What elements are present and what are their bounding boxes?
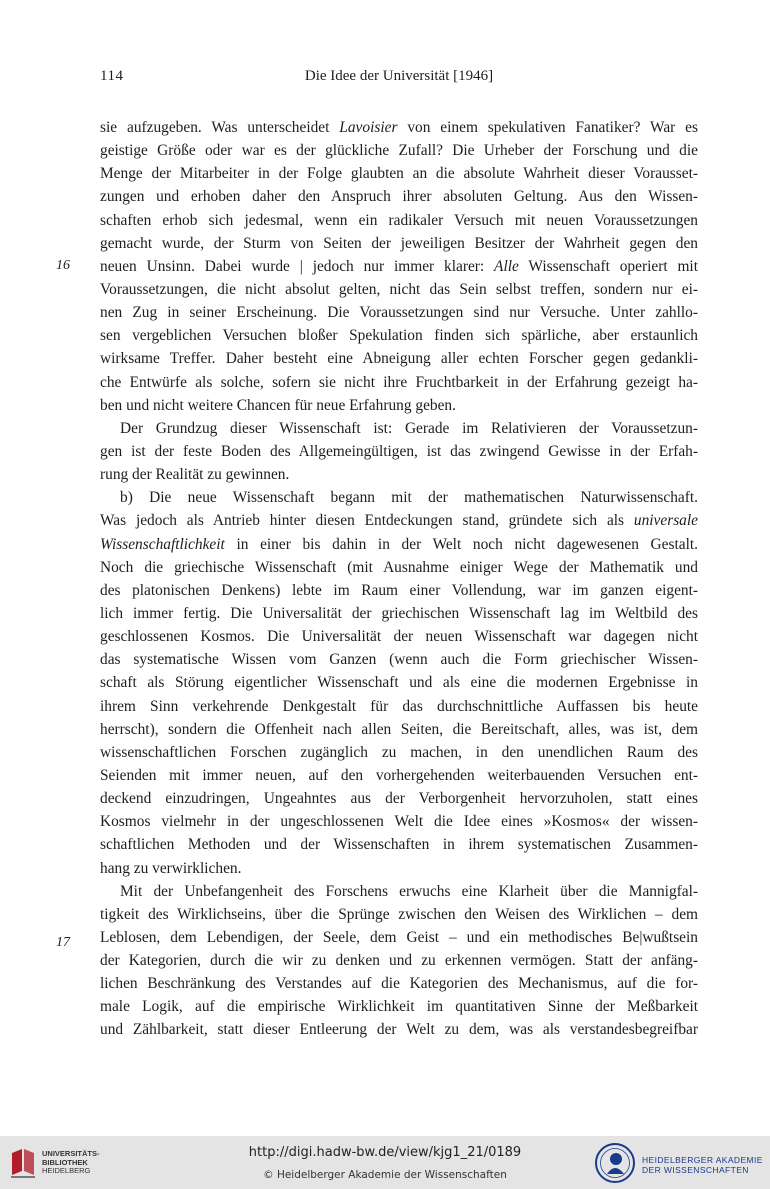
text-line	[100, 278, 698, 301]
text-segment: ben und nicht weitere Chancen für neue Erfahrung geben.	[100, 396, 456, 414]
margin-page-ref: 17	[56, 935, 70, 950]
text-line	[100, 810, 698, 833]
body-text	[100, 116, 698, 1042]
text-line	[100, 695, 698, 718]
text-segment: lich immer fertig. Die Universalität der griechischen Wissenschaft lag im Weltbild des	[100, 604, 698, 622]
academy-seal-icon	[594, 1142, 636, 1184]
text-segment: Seienden mit immer neuen, auf den vorhergehenden weiterbauenden Versuchen ent-	[100, 766, 698, 784]
library-name: UNIVERSITÄTS- BIBLIOTHEK HEIDELBERG	[42, 1149, 100, 1175]
text-segment: schaften erhob sich jedesmal, wenn ein radikaler Versuch mit neuen Voraussetzungen	[100, 211, 698, 229]
text-segment: Noch die griechische Wissenschaft (mit Ausnahme einiger Wege der Mathematik und	[100, 558, 698, 576]
source-url-link[interactable]: http://digi.hadw-bw.de/view/kjg1_21/0189	[248, 1145, 522, 1160]
emphasis-text: universale	[633, 512, 698, 530]
text-segment: hang zu verwirklichen.	[100, 859, 242, 877]
text-line	[100, 301, 698, 324]
text-line	[100, 371, 698, 394]
text-line	[100, 648, 698, 671]
text-line	[100, 139, 698, 162]
text-segment: Voraussetzungen, die nicht absolut gelten, nicht das Sein selbst treffen, sondern nur ei-	[100, 280, 698, 298]
text-segment: schaftlichen Methoden und der Wissenschaften in ihrem systematischen Zusammen-	[100, 836, 698, 854]
emphasis-text: Lavoisier	[339, 119, 398, 136]
text-segment: rung der Realität zu gewinnen.	[100, 466, 290, 484]
text-segment: zungen und erhoben daher den Anspruch ihrer absoluten Geltung. Aus den Wissen-	[100, 188, 698, 206]
text-segment: gen ist der feste Boden des Allgemeingültigen, ist das zwingend Gewisse in der Erfah-	[100, 442, 698, 460]
text-segment: wissenschaftlichen Forschen zugänglich zu machen, in den unendlichen Raum des	[100, 743, 698, 761]
text-segment: schaft als Störung eigentlicher Wissenschaft und als eine die modernen Ergebnisse in	[100, 674, 698, 692]
emphasis-text: Alle	[494, 257, 519, 275]
text-segment: Mit der Unbefangenheit des Forschens erwuchs eine Klarheit über die Mannigfal-	[120, 882, 698, 900]
text-segment: che Entwürfe als solche, sofern sie nicht ihre Fruchtbarkeit in der Erfahrung gezeigt ha-	[100, 373, 698, 391]
text-segment: ihrem Sinn verkehrende Denkgestalt für das durchschnittliche Auffassen bis heute	[100, 697, 698, 715]
text-segment: deckend einzudringen, Ungeahntes aus der Verborgenheit hervorzuholen, statt eines	[100, 790, 698, 808]
text-line	[100, 185, 698, 208]
text-segment: sie aufzugeben. Was unterscheidet	[100, 119, 340, 136]
text-segment: wirksame Treffer. Daher besteht eine Abneigung aller echten Forscher gegen gedankli-	[100, 350, 698, 368]
text-segment: Kosmos vielmehr in der ungeschlossenen Welt die Idee eines »Kosmos« der wissen-	[100, 813, 698, 831]
text-segment: neuen Unsinn. Dabei wurde | jedoch nur immer klarer:	[100, 257, 495, 275]
text-line	[100, 833, 698, 856]
text-line	[100, 671, 698, 694]
text-line	[100, 718, 698, 741]
text-line	[100, 556, 698, 579]
text-line	[100, 209, 698, 232]
academy-name: HEIDELBERGER AKADEMIE DER WISSENSCHAFTEN	[642, 1155, 763, 1175]
text-line	[100, 787, 698, 810]
text-line	[100, 579, 698, 602]
text-line	[100, 463, 698, 486]
text-line	[100, 509, 698, 532]
text-segment: geschlossenen Kosmos. Die Universalität der neuen Wissenschaft war dagegen nicht	[100, 628, 698, 646]
academy-logo[interactable]	[594, 1142, 764, 1184]
text-segment: der Kategorien, durch die wir zu denken und zu erkennen vermögen. Statt der anfäng-	[100, 952, 698, 970]
text-line	[100, 324, 698, 347]
text-line	[100, 857, 698, 880]
text-line	[100, 1018, 698, 1041]
text-line	[100, 162, 698, 185]
text-segment: nen Zug in seiner Erscheinung. Die Voraussetzungen sind nur Versuche. Unter zahllo-	[100, 304, 698, 322]
text-segment: Der Grundzug dieser Wissenschaft ist: Gerade im Relativieren der Voraussetzun-	[120, 419, 698, 437]
text-line	[100, 880, 698, 903]
text-segment: Leblosen, dem Lebendigen, der Seele, dem Geist – und ein methodisches Be|wußtsein	[100, 928, 698, 946]
text-line	[100, 347, 698, 370]
emphasis-text: Wissenschaftlichkeit	[100, 535, 225, 553]
text-segment: in einer bis dahin in der Welt noch nicht dagewesenen Gestalt.	[224, 535, 698, 553]
text-line	[100, 394, 698, 417]
text-segment: herrscht), sondern die Offenheit nach allen Seiten, die Bereitschaft, alles, was ist, dem	[100, 720, 698, 738]
text-line	[100, 602, 698, 625]
page-header	[100, 68, 698, 92]
margin-page-ref: 16	[56, 258, 70, 273]
text-segment: Wissenschaft operiert mit	[518, 257, 698, 275]
text-segment: b) Die neue Wissenschaft begann mit der mathematischen Naturwissenschaft.	[120, 489, 698, 507]
page-number: 114	[100, 68, 124, 84]
text-segment: des platonischen Denkens) lebte im Raum einer Vollendung, war im ganzen eigent-	[100, 581, 698, 599]
text-line	[100, 926, 698, 949]
text-segment: Was jedoch als Antrieb hinter diesen Entdeckungen stand, gründete sich als	[100, 512, 634, 530]
text-line	[100, 764, 698, 787]
text-line	[100, 995, 698, 1018]
text-segment: lichen Beschränkung des Verstandes auf die Kategorien des Mechanismus, auf die for-	[100, 975, 698, 993]
text-line	[100, 232, 698, 255]
text-line	[100, 255, 698, 278]
text-line	[100, 741, 698, 764]
text-line	[100, 949, 698, 972]
text-line	[100, 903, 698, 926]
text-line	[100, 417, 698, 440]
text-segment: male Logik, auf die empirische Wirklichkeit im quantitativen Sinne der Meßbarkeit	[100, 998, 698, 1016]
text-segment: das systematische Wissen vom Ganzen (wenn auch die Form griechischer Wissen-	[100, 651, 698, 669]
text-line	[100, 440, 698, 463]
text-segment: tigkeit des Wirklichseins, über die Sprünge zwischen den Weisen des Wirklichen – dem	[100, 905, 698, 923]
text-segment: von einem spekulativen Fanatiker? War es	[397, 119, 698, 136]
copyright-notice: © Heidelberger Akademie der Wissenschaften	[263, 1169, 507, 1181]
text-line	[100, 116, 698, 139]
text-line	[100, 625, 698, 648]
text-segment: geistige Größe oder war es der glückliche Zufall? Die Urheber der Forschung und die	[100, 142, 698, 160]
text-segment: sen vergeblichen Versuchen bloßer Spekulation finden sich spärliche, aber erstaunlich	[100, 327, 698, 345]
text-line	[100, 486, 698, 509]
text-line	[100, 533, 698, 556]
running-title: Die Idee der Universität [1946]	[304, 68, 494, 84]
text-line	[100, 972, 698, 995]
text-segment: und Zählbarkeit, statt dieser Entleerung der Welt zu dem, was als verstandesbegreifbar	[100, 1021, 698, 1039]
text-segment: Menge der Mitarbeiter in der Folge glaubten an die absolute Wahrheit dieser Vorausset-	[100, 165, 698, 183]
footer-bar	[0, 1136, 770, 1189]
text-segment: gemacht wurde, der Sturm von Seiten der jeweiligen Besitzer der Wahrheit gegen den	[100, 234, 698, 252]
